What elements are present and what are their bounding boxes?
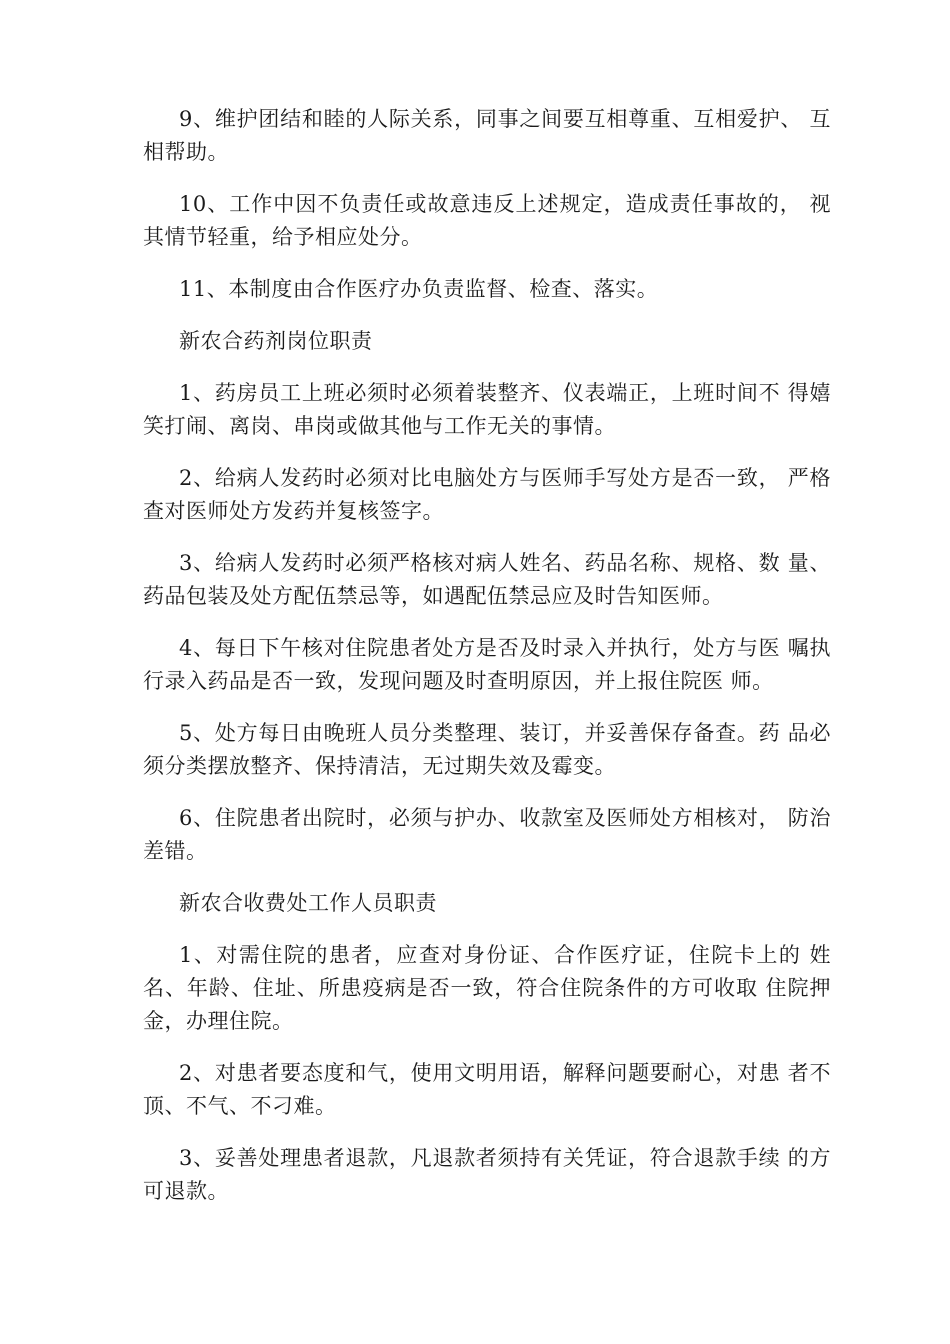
paragraph-11: 11、本制度由合作医疗办负责监督、检查、落实。 [179, 277, 659, 301]
pharmacy-item-5: 5、处方每日由晚班人员分类整理、装订，并妥善保存备查。药 品必须分类摆放整齐、保持清洁，无过期失效及霉变。 [143, 721, 831, 778]
section-heading-pharmacy: 新农合药剂岗位职责 [179, 329, 373, 353]
paragraph-9: 9、维护团结和睦的人际关系，同事之间要互相尊重、互相爱护、 互相帮助。 [143, 107, 831, 164]
pharmacy-item-2: 2、给病人发药时必须对比电脑处方与医师手写处方是否一致， 严格查对医师处方发药并复核签字。 [143, 466, 831, 523]
billing-item-2: 2、对患者要态度和气，使用文明用语，解释问题要耐心，对患 者不顶、不气、不刁难。 [143, 1061, 831, 1118]
pharmacy-item-3: 3、给病人发药时必须严格核对病人姓名、药品名称、规格、数 量、药品包装及处方配伍禁忌等，如遇配伍禁忌应及时告知医师。 [143, 551, 831, 608]
pharmacy-item-4: 4、每日下午核对住院患者处方是否及时录入并执行，处方与医 嘱执行录入药品是否一致，发现问题及时查明原因，并上报住院医 师。 [143, 636, 831, 693]
billing-item-1: 1、对需住院的患者，应查对身份证、合作医疗证，住院卡上的 姓名、年龄、住址、所患疫病是否一致，符合住院条件的方可收取 住院押金，办理住院。 [143, 943, 831, 1033]
paragraph-10: 10、工作中因不负责任或故意违反上述规定，造成责任事故的， 视其情节轻重，给予相应处分。 [143, 192, 831, 249]
document-body [143, 103, 831, 1227]
pharmacy-item-6: 6、住院患者出院时，必须与护办、收款室及医师处方相核对， 防治差错。 [143, 806, 831, 863]
section-heading-billing: 新农合收费处工作人员职责 [179, 891, 437, 915]
pharmacy-item-1: 1、药房员工上班必须时必须着装整齐、仪表端正，上班时间不 得嬉笑打闹、离岗、串岗或做其他与工作无关的事情。 [143, 381, 831, 438]
billing-item-3: 3、妥善处理患者退款，凡退款者须持有关凭证，符合退款手续 的方可退款。 [143, 1146, 831, 1203]
